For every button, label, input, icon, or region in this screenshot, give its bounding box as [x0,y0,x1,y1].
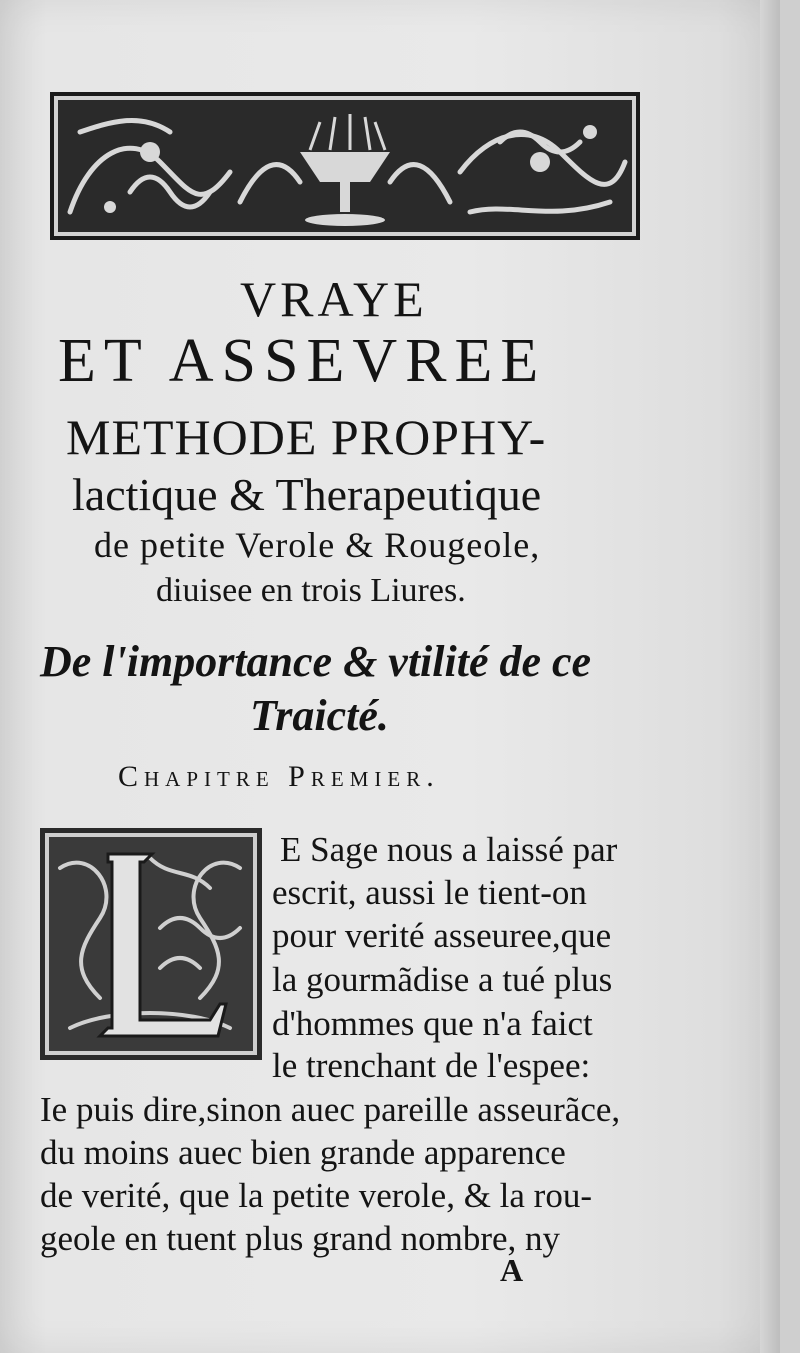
page-edge [760,0,780,1353]
body-line-8: du moins auec bien grande apparence [40,1133,566,1172]
body-line-5: d'hommes que n'a faict [272,1004,593,1043]
body-line-1: E Sage nous a laissé par [280,830,618,869]
body-line-6: le trenchant de l'espee: [272,1046,591,1085]
title-line-5: de petite Verole & Rougeole, [94,525,541,565]
body-line-2: escrit, aussi le tient-on [272,873,587,912]
subtitle-line-1: De l'importance & vtilité de ce [40,637,592,686]
ornamental-headpiece-icon [50,92,640,240]
title-line-6: diuisee en trois Liures. [156,572,466,609]
signature-mark: A [500,1252,524,1288]
body-line-9: de verité, que la petite verole, & la rou- [40,1176,592,1215]
chapter-heading: Chapitre Premier. [118,760,440,793]
title-line-4: lactique & Therapeutique [72,469,542,520]
title-line-2: ET ASSEVREE [58,327,547,395]
body-line-4: la gourmãdise a tué plus [272,960,613,999]
title-line-1: VRAYE [240,271,428,327]
subtitle-line-2: Traicté. [250,691,389,740]
body-line-7: Ie puis dire,sinon auec pareille asseurãce, [40,1090,621,1129]
decorated-initial-L-icon [40,828,262,1060]
body-line-10: geole en tuent plus grand nombre, ny [40,1219,561,1258]
title-line-3: METHODE PROPHY- [66,409,547,465]
body-line-3: pour verité asseuree,que [272,916,612,955]
